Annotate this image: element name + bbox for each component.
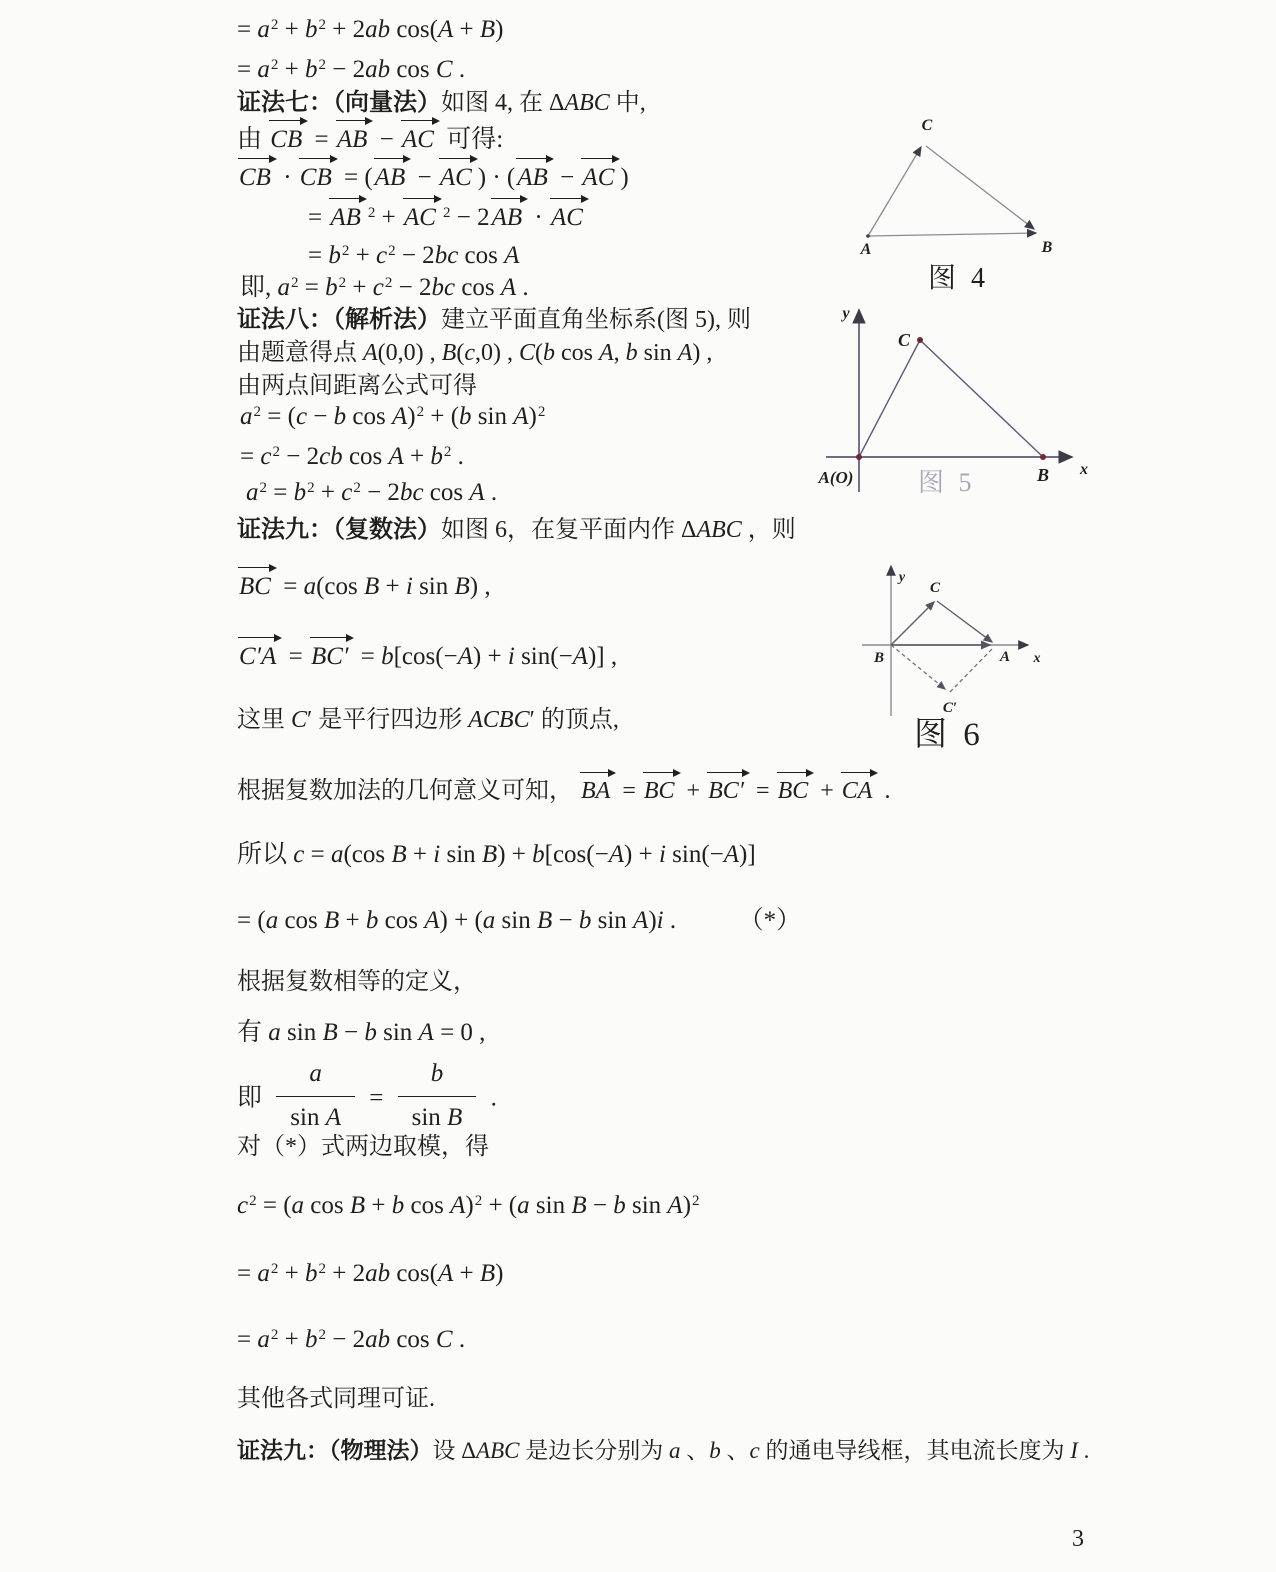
origin-point <box>856 454 862 460</box>
proof8-heading: 证法八：（解析法）建立平面直角坐标系(图 5), 则 <box>237 307 751 333</box>
proof9-conclusion: = $a^2 + b^2 - 2ab$ cos C . <box>237 1326 466 1353</box>
proof9-ca-vector: C′A = BC′ = b[cos(−A) + i sin(−A)] , <box>237 641 617 674</box>
vertex-b-label: B <box>1041 239 1053 256</box>
vertex-c-label: C <box>897 330 911 350</box>
proof9-c-squared: $c^2 = (a$ cos B + b cos A)$^2$ + (a sin B − b sin A)$^2$ <box>237 1192 700 1219</box>
figure-6-complex-plane-diagram <box>852 554 1057 724</box>
proof9-bc-vector: BC = a(cos B + i sin B) , <box>237 571 491 604</box>
vector-bc-prime-dashed <box>891 645 945 689</box>
figure-5-caption: 图 5 <box>918 468 976 497</box>
proof9-imaginary-zero: 有 a sin B − b sin A = 0 , <box>237 1019 486 1046</box>
vector-c-prime-a-dashed <box>950 648 993 692</box>
eq-expansion-cos-sum: = $a^2 + b^2 + 2ab$ cos(A + B) <box>237 16 504 43</box>
proof7-heading: 证法七：（向量法）如图 4, 在 ΔABC 中, <box>237 90 646 116</box>
y-axis-label: y <box>842 305 850 322</box>
proof7-result: = $b^2 + c^2 - 2bc$ cos A <box>308 242 520 269</box>
figure-6-caption: 图 6 <box>914 717 984 753</box>
vertex-b-label: B <box>1036 465 1050 485</box>
x-axis-label: x <box>1080 461 1088 478</box>
proof9-heading: 证法九：（复数法）如图 6，在复平面内作 ΔABC ，则 <box>237 517 796 543</box>
x-axis-label: x <box>1033 651 1041 666</box>
vertex-c-point <box>917 337 923 343</box>
eq-law-of-cosines-c: = $a^2 + b^2 - 2ab$ cos C . <box>237 56 466 83</box>
side-ac <box>859 340 920 457</box>
proof8-eq2: = $c^2 - 2cb$ $\cos A + b^2$ . <box>240 443 464 470</box>
proof9-equality-note: 根据复数相等的定义， <box>237 969 477 995</box>
vertex-b-point <box>1040 454 1046 460</box>
page-number: 3 <box>1072 1526 1084 1552</box>
proof9-c-equation: 所以 c = a(cos B + i sin B) + b[cos(−A) + i sin(−A)] <box>237 841 756 868</box>
y-axis-label: y <box>898 570 906 585</box>
proof8-eq1: $a^2 = (c - b$ cos A)$^2$ + (b sin A)$^2$ <box>240 403 546 430</box>
proof7-expansion: = AB $^2$ + AC $^2$ − 2AB · AC <box>308 202 589 235</box>
proof9-parallelogram-note: 这里 C′ 是平行四边形 ACBC′ 的顶点, <box>237 707 619 733</box>
vertex-a-label: A <box>860 241 872 257</box>
vertex-b-label: B <box>873 650 885 666</box>
vertex-c-label: C <box>929 580 941 596</box>
proof9-expansion: = $a^2 + b^2 + 2ab$ cos(A + B) <box>237 1260 504 1287</box>
vector-ca <box>937 601 992 642</box>
proof7-vector-relation: 由 CB = AB − AC 可得: <box>237 124 503 157</box>
vertex-a-label: A <box>999 649 1011 665</box>
proof9-sine-rule: 即 $\frac{a}{\text{sin A}}$ = $\frac{b}{\text{sin B}}$ . <box>237 1060 497 1131</box>
proof9-modulus-note: 对（*）式两边取模，得 <box>237 1134 489 1160</box>
figure-4-caption: 图 4 <box>928 263 990 294</box>
vertex-c-label: C <box>921 117 933 134</box>
vector-bc <box>891 602 934 645</box>
other-cases-note: 其他各式同理可证. <box>237 1386 435 1412</box>
vertex-c-prime-label: C′ <box>942 700 958 716</box>
proof8-distance-note: 由两点间距离公式可得 <box>237 373 477 399</box>
side-ab-vector <box>868 233 1036 236</box>
proof7-conclusion: 即, $a^2 = b^2 + c^2 - 2bc$ cos A . <box>240 274 529 301</box>
side-ac-vector <box>868 147 921 236</box>
proof9-vector-addition: 根据复数加法的几何意义可知， BA = BC + BC′ = BC + CA . <box>237 776 890 807</box>
proof8-points: 由题意得点 A(0,0) , B(c,0) , C(b cos A, b sin A) , <box>237 340 713 366</box>
proof9-star-equation: = (a cos B + b cos A) + (a sin B − b sin A)i . （*） <box>237 907 802 934</box>
vertex-a-point <box>866 234 870 238</box>
proof8-conclusion: $a^2 = b^2 + c^2 - 2bc$ cos A . <box>246 479 498 506</box>
figure-4-triangle-diagram <box>840 102 1080 257</box>
proof7-dot-product: CB · CB = (AB − AC ) · (AB − AC ) <box>237 162 629 195</box>
origin-label: A(O) <box>818 468 854 487</box>
side-cb <box>920 340 1043 457</box>
side-cb-vector <box>926 146 1034 229</box>
proof-physics-heading: 证法九：（物理法）设 ΔABC 是边长分别为 a 、b 、c 的通电导线框，其电流长度为 I . <box>237 1438 1090 1463</box>
